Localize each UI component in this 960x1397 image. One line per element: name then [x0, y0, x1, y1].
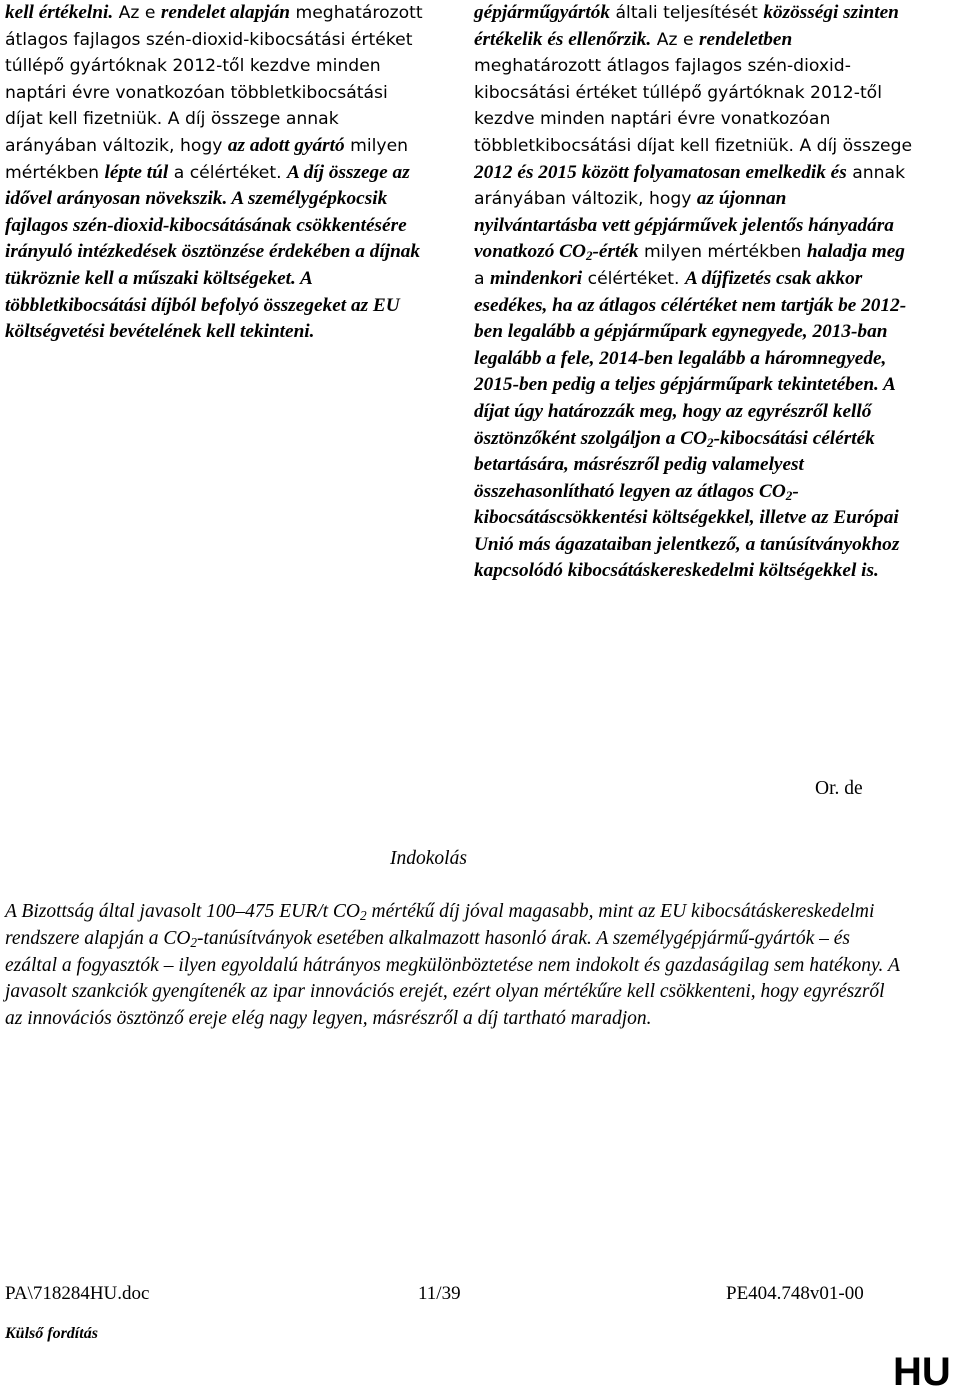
text-run: meghatározott átlagos fajlagos szén-dioxid-kibocsátási értéket túllépő gyártóknak 2012-től kezdve minden naptári évre vonatkozóan többletkibocsátási díjat kell fizetniük. A díj összege: [474, 56, 913, 156]
text-run: általi teljesítését: [610, 3, 764, 23]
text-run: 2: [585, 248, 593, 264]
text-run: a: [474, 268, 490, 289]
text-run: milyen mértékben: [5, 135, 409, 183]
text-run: közösségi szinten értékelik és ellenőrzik.: [474, 2, 899, 50]
text-run: annak arányában változik, hogy: [474, 162, 906, 210]
text-run: A díjfizetés csak akkor esedékes, ha az átlagos célértéket nem tartják be 2012-ben legalább a gépjárműpark egynegyede, 2013-ban legalább a fele, 2014-ben legalább a háromnegyede, 2015-ben pedig a teljes gépjárműpark tekintetében. A díjat úgy határozzák meg, hogy az egyrészről kellő ösztönzőként szolgáljon a CO: [474, 267, 907, 449]
text-run: az adott gyártó: [227, 134, 345, 156]
text-run: kell értékelni.: [5, 2, 114, 23]
text-run: 2: [359, 907, 367, 923]
text-run: mindenkori: [490, 267, 583, 289]
language-code: HU: [893, 1350, 951, 1394]
text-run: A díj összege az idővel arányosan növekszik. A személygépkocsik fajlagos szén-dioxid-kibocsátásának csökkentésére irányuló intézkedések ösztönzése érdekében a díjnak tükröznie kell a műszaki költségeket. A többletkibocsátási díjból befolyó összegeket az EU költségvetési bevételének kell tekinteni.: [5, 161, 421, 343]
amendment-right-column: [474, 0, 914, 585]
text-run: 2: [707, 434, 714, 450]
text-run: célértéket.: [582, 268, 685, 289]
text-run: meghatározott átlagos fajlagos szén-dioxid-kibocsátási értéket túllépő gyártóknak 2012-től kezdve minden naptári évre vonatkozóan többletkibocsátási díjat kell fizetniük. A díj összege annak arányában változik, hogy: [5, 3, 423, 156]
right-column-text: [474, 0, 914, 585]
text-run: -kibocsátáscsökkentési költségekkel, illetve az Európai Unió más ágazataiban jelentkező, a tanúsítványokhoz kapcsolódó kibocsátáskereskedelmi költségekkel is.: [474, 480, 900, 582]
text-run: az újonnan nyilvántartásba vett gépjárművek jelentős hányadára vonatkozó CO: [474, 188, 894, 263]
footer-translation-label: Külső fordítás: [5, 1325, 98, 1342]
text-run: -érték: [592, 241, 639, 263]
footer-page-number: 11/39: [418, 1283, 461, 1304]
text-run: lépte túl: [104, 161, 169, 183]
text-run: mértékű díj jóval magasabb, mint az EU kibocsátáskereskedelmi rendszere alapján a CO: [5, 901, 875, 949]
text-run: gépjárműgyártók: [474, 2, 611, 23]
text-run: -kibocsátási célérték betartására, másrészről pedig valamelyest összehasonlítható legyen az átlagos CO: [474, 427, 875, 502]
text-run: milyen mértékben: [638, 242, 807, 263]
left-column-text: [5, 0, 425, 346]
text-run: Az e: [113, 3, 161, 23]
text-run: rendeletben: [699, 28, 793, 50]
footer-reference: PE404.748v01-00: [726, 1283, 864, 1304]
text-run: rendelet alapján: [160, 2, 290, 23]
footer-doc-id: PA\718284HU.doc: [5, 1283, 150, 1304]
text-run: 2: [190, 934, 198, 950]
text-run: haladja meg: [806, 241, 905, 263]
text-run: -tanúsítványok esetében alkalmazott hasonló árak. A személygépjármű-gyártók – és ezáltal a fogyasztók – ilyen egyoldalú hátrányos megkülönböztetése nem indokolt és gazdaságilag sem hatékony. A javasolt szankciók gyengítenék az ipar innovációs erejét, ezért olyan mértékűre kell csökkenteni, hogy egyrészről az innovációs ösztönző ereje elég nagy legyen, másrészről a díj tartható maradjon.: [5, 927, 900, 1030]
justification-text: [5, 899, 905, 1033]
justification-title: Indokolás: [390, 848, 467, 869]
amendment-left-column: [5, 0, 425, 346]
text-run: a célértéket.: [168, 162, 288, 183]
text-run: 2: [785, 487, 793, 503]
text-run: Az e: [651, 29, 700, 50]
original-language-note: Or. de: [815, 778, 863, 799]
text-run: 2012 és 2015 között folyamatosan emelkedik és: [474, 161, 847, 183]
text-run: A Bizottság által javasolt 100–475 EUR/t CO: [5, 901, 360, 922]
